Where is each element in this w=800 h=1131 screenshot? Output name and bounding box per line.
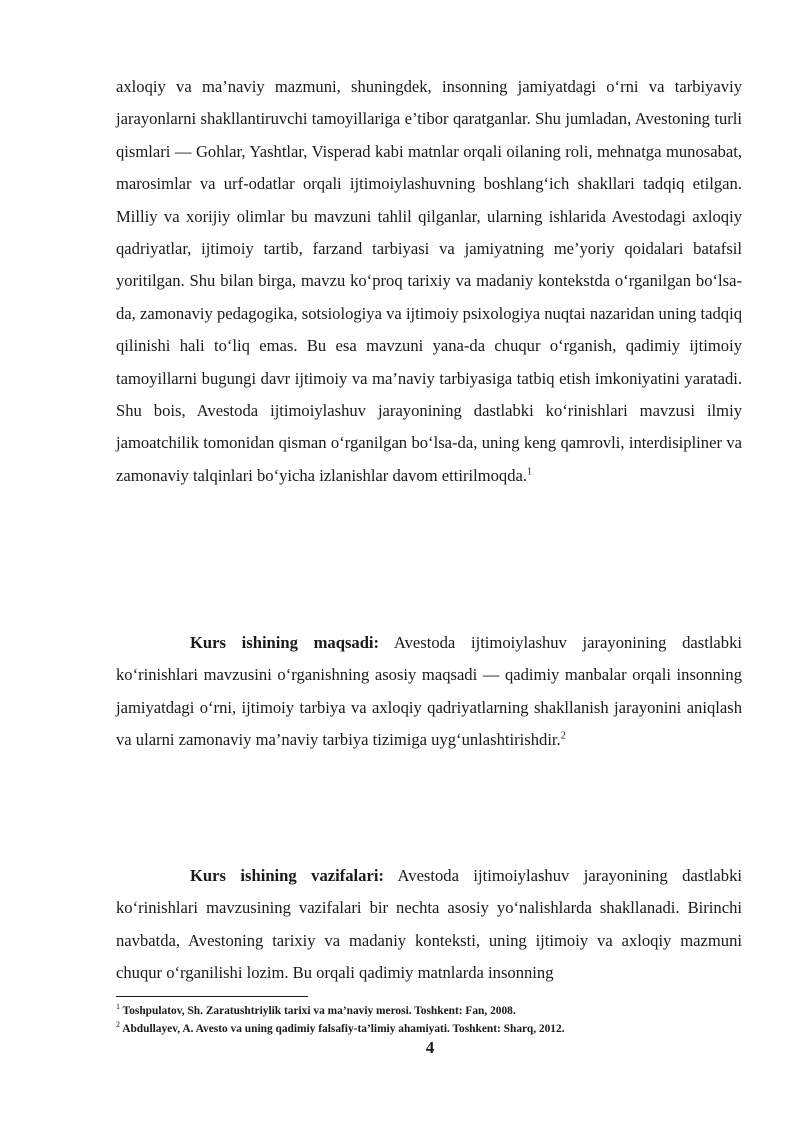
footnote-2 [116, 1020, 756, 1038]
paragraph-text: axloqiy va ma’naviy mazmuni, shuningdek, insonning jamiyatdagi o‘rni va tarbiyaviy jarayonlarni shakllantiruvchi tamoyillariga e’tibor qaratganlar. Shu jumladan, Avestoning turli qismlari — Gohlar, Yashtlar, Visperad kabi matnlar orqali oilaning roli, mehnatga munosabat, marosimlar va urf-odatlar orqali ijtimoiylashuvning boshlang‘ich shakllari tadqiq etilgan. Milliy va xorijiy olimlar bu mavzuni tahlil qilganlar, ularning ishlarida Avestodagi axloqiy qadriyatlar, ijtimoiy tartib, farzand tarbiyasi va jamiyatning me’yoriy qoidalari batafsil yoritilgan. Shu bilan birga, mavzu ko‘proq tarixiy va madaniy kontekstda o‘rganilgan bo‘lsa-da, zamonaviy pedagogika, sotsiologiya va ijtimoiy psixologiya nuqtai nazaridan uning tadqiq qilinishi hali to‘liq emas. Bu esa mavzuni yana-da chuqur o‘rganish, qadimiy ijtimoiy tamoyillarni bugungi davr ijtimoiy va ma’naviy tarbiyasiga tatbiq etish imkoniyatini yaratadi. Shu bois, Avestoda ijtimoiylashuv jarayonining dastlabki ko‘rinishlari mavzusi ilmiy jamoatchilik tomonidan qisman o‘rganilgan bo‘lsa-da, uning keng qamrovli, interdisipliner va zamonaviy talqinlari bo‘yicha izlanishlar davom ettirilmoqda. [116, 77, 742, 485]
footnote-number: 1 [116, 1002, 120, 1012]
footnote-text: Abdullayev, A. Avesto va uning qadimiy falsafiy-ta’limiy ahamiyati. Toshkent: Sharq, 2012. [122, 1023, 565, 1035]
paragraph-text: Avestoda ijtimoiylashuv jarayonining dastlabki ko‘rinishlari mavzusining vazifalari bir nechta asosiy yo‘nalishlarda shakllanadi. Birinchi navbatda, Avestoning tarixiy va madaniy konteksti, uning ijtimoiy va axloqiy mazmuni chuqur o‘rganilishi lozim. Bu orqali qadimiy matnlarda insonning [116, 866, 743, 983]
page-number: 4 [425, 1038, 435, 1057]
course-goal-paragraph [116, 627, 742, 757]
footnote-1 [116, 1002, 756, 1020]
paragraph-text: Avestoda ijtimoiylashuv jarayonining dastlabki ko‘rinishlari mavzusini o‘rganishning asosiy maqsadi — qadimiy manbalar orqali insonning jamiyatdagi o‘rni, ijtimoiy tarbiya va axloqiy qadriyatlarning shakllanish jarayonini aniqlash va ularni zamonaviy ma’naviy tarbiya tizimiga uyg‘unlashtirishdir. [116, 633, 742, 750]
course-goal-heading: Kurs ishining maqsadi: [190, 633, 380, 652]
course-tasks-paragraph [116, 860, 742, 990]
course-tasks-heading: Kurs ishining vazifalari: [190, 866, 384, 885]
body-paragraph-1 [116, 71, 742, 492]
footnote-ref-1[interactable]: 1 [527, 466, 533, 478]
footnote-separator [116, 996, 308, 997]
footnotes [116, 1002, 756, 1038]
footnote-number: 2 [116, 1020, 120, 1030]
footnote-ref-2[interactable]: 2 [560, 730, 566, 742]
footnote-text: Toshpulatov, Sh. Zaratushtriylik tarixi va ma’naviy merosi. Toshkent: Fan, 2008. [122, 1005, 516, 1017]
